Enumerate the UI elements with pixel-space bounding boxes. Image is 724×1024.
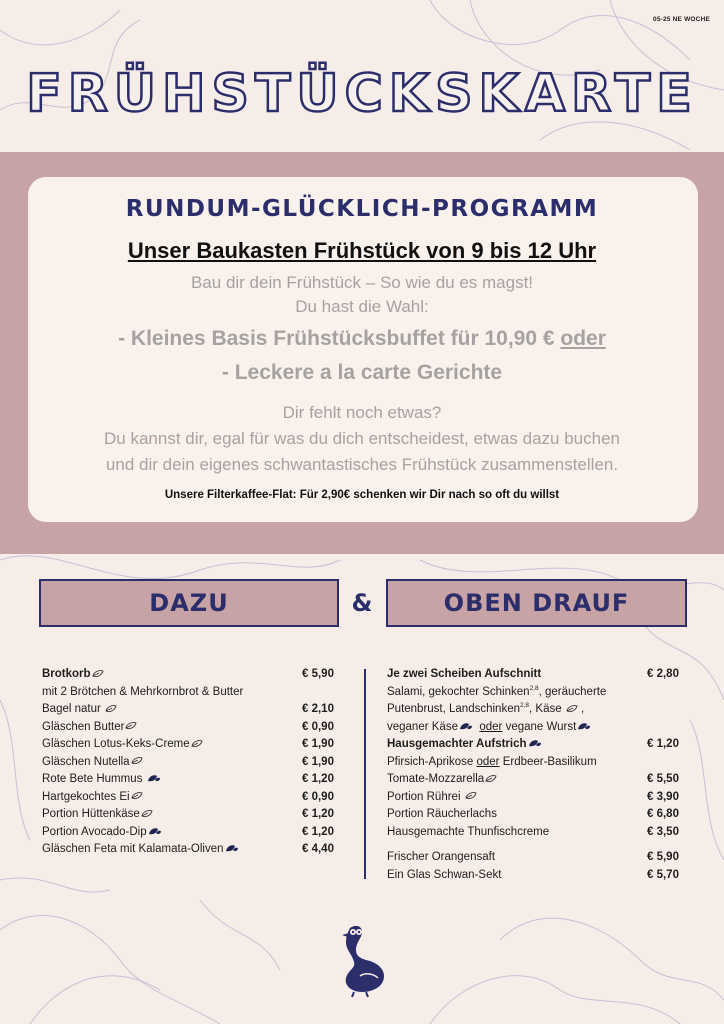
list-item bbox=[387, 684, 683, 702]
item-name: Bagel natur bbox=[42, 703, 105, 715]
item-desc: , Käse bbox=[529, 703, 565, 715]
item-name: Portion Räucherlachs bbox=[387, 808, 497, 820]
item-price: € 0,90 bbox=[302, 720, 334, 733]
item-name: Hausgemachter Aufstrich bbox=[387, 738, 527, 750]
leaf-outline-icon bbox=[105, 705, 117, 713]
item-price: € 1,90 bbox=[302, 755, 334, 768]
list-item bbox=[387, 867, 683, 885]
dazu-list bbox=[42, 666, 338, 859]
list-item bbox=[387, 666, 683, 684]
leaf-outline-icon bbox=[92, 670, 104, 678]
item-price: € 1,20 bbox=[302, 773, 334, 785]
item-price: € 3,90 bbox=[647, 790, 679, 803]
page-title: FRÜHSTÜCKSKARTE bbox=[26, 64, 698, 124]
item-desc: Pfirsich-Aprikose bbox=[387, 755, 477, 768]
item-desc: , bbox=[577, 703, 585, 715]
list-item bbox=[387, 849, 683, 867]
leaf-outline-icon bbox=[566, 705, 578, 713]
list-item bbox=[42, 701, 338, 719]
list-item bbox=[387, 736, 683, 754]
item-desc: mit 2 Brötchen & Mehrkornbrot & Butter bbox=[42, 685, 244, 698]
leaf-filled-icon bbox=[225, 844, 239, 853]
program-option-1 bbox=[0, 327, 724, 351]
program-line-2: Du hast die Wahl: bbox=[295, 297, 429, 316]
item-name: Hartgekochtes Ei bbox=[42, 790, 130, 803]
leaf-filled-icon bbox=[577, 722, 591, 731]
item-price: € 2,80 bbox=[647, 668, 679, 680]
list-item bbox=[387, 719, 683, 737]
ampersand: & bbox=[351, 589, 373, 617]
item-price: € 1,20 bbox=[302, 825, 334, 838]
item-name: Gläschen Butter bbox=[42, 720, 125, 733]
list-item bbox=[42, 719, 338, 737]
list-item bbox=[42, 736, 338, 754]
allergen-note: 2,8 bbox=[519, 702, 530, 710]
program-line-5: und dir dein eigenes schwantastisches Frühstück zusammenstellen. bbox=[105, 455, 619, 474]
list-item bbox=[387, 754, 683, 772]
item-name: Portion Rührei bbox=[387, 790, 464, 803]
swan-logo-icon bbox=[336, 922, 388, 998]
list-item bbox=[42, 789, 338, 807]
item-price: € 1,90 bbox=[302, 738, 334, 750]
item-price: € 5,90 bbox=[647, 851, 679, 863]
oben-drauf-list bbox=[387, 666, 683, 884]
item-name: Gläschen Nutella bbox=[42, 755, 130, 768]
item-name: Rote Bete Hummus bbox=[42, 773, 146, 785]
item-price: € 5,90 bbox=[302, 668, 334, 680]
item-desc: oder bbox=[476, 755, 500, 768]
spacer bbox=[387, 841, 683, 849]
leaf-outline-icon bbox=[485, 775, 497, 783]
header-oben-drauf: OBEN DRAUF bbox=[386, 579, 687, 627]
item-price: € 4,40 bbox=[302, 843, 334, 855]
allergen-note: 2,8 bbox=[529, 684, 539, 692]
list-item bbox=[42, 684, 338, 702]
leaf-outline-icon bbox=[131, 757, 143, 765]
list-item bbox=[387, 824, 683, 842]
item-name: Brotkorb bbox=[42, 668, 91, 680]
list-item bbox=[387, 701, 683, 719]
coffee-flat-note: Unsere Filterkaffee-Flat: Für 2,90€ schenken wir Dir nach so oft du willst bbox=[164, 489, 560, 501]
item-desc: Erdbeer-Basilikum bbox=[499, 755, 597, 768]
list-item bbox=[42, 824, 338, 842]
leaf-filled-icon bbox=[148, 827, 162, 836]
option-1-text: - Kleines Basis Frühstücksbuffet für 10,90 € bbox=[118, 327, 561, 350]
leaf-outline-icon bbox=[131, 792, 143, 800]
item-desc: Putenbrust, Landschinken bbox=[387, 703, 520, 715]
program-line-3: Dir fehlt noch etwas? bbox=[282, 403, 442, 422]
leaf-outline-icon bbox=[191, 740, 203, 748]
item-price: € 5,50 bbox=[647, 773, 679, 785]
program-subtitle: Unser Baukasten Frühstück von 9 bis 12 Uhr bbox=[127, 238, 597, 263]
item-name: Hausgemachte Thunfischcreme bbox=[387, 825, 550, 838]
item-price: € 0,90 bbox=[302, 790, 334, 803]
item-price: € 5,70 bbox=[647, 868, 679, 881]
leaf-filled-icon bbox=[528, 739, 542, 748]
list-item bbox=[42, 754, 338, 772]
list-item bbox=[42, 666, 338, 684]
item-name: Frischer Orangensaft bbox=[387, 851, 496, 863]
list-item bbox=[42, 771, 338, 789]
program-line-4: Du kannst dir, egal für was du dich entscheidest, etwas dazu buchen bbox=[104, 429, 620, 448]
item-price: € 2,10 bbox=[302, 703, 334, 715]
item-name: Gläschen Feta mit Kalamata-Oliven bbox=[42, 843, 224, 855]
item-desc: , geräucherte bbox=[538, 685, 607, 698]
column-divider bbox=[364, 669, 366, 879]
item-desc: Salami, gekochter Schinken bbox=[387, 685, 530, 698]
leaf-outline-icon bbox=[141, 810, 153, 818]
item-name: Ein Glas Schwan-Sekt bbox=[387, 868, 502, 881]
list-item bbox=[42, 841, 338, 859]
leaf-outline-icon bbox=[465, 792, 477, 800]
leaf-filled-icon bbox=[459, 722, 473, 731]
item-price: € 3,50 bbox=[647, 825, 679, 838]
item-name: Portion Avocado-Dip bbox=[42, 825, 147, 838]
program-line-1: Bau dir dein Frühstück – So wie du es magst! bbox=[190, 273, 534, 292]
list-item bbox=[387, 806, 683, 824]
option-1-or: oder bbox=[560, 327, 606, 350]
leaf-outline-icon bbox=[125, 722, 137, 730]
leaf-filled-icon bbox=[147, 774, 161, 783]
item-desc: vegane Wurst bbox=[502, 720, 577, 733]
item-name: Gläschen Lotus-Keks-Creme bbox=[42, 738, 190, 750]
item-desc: veganer Käse bbox=[387, 720, 458, 733]
item-name: Je zwei Scheiben Aufschnitt bbox=[387, 668, 542, 680]
item-price: € 6,80 bbox=[647, 808, 679, 820]
item-name: Portion Hüttenkäse bbox=[42, 808, 140, 820]
program-option-2: - Leckere a la carte Gerichte bbox=[221, 361, 503, 384]
program-title: RUNDUM-GLÜCKLICH-PROGRAMM bbox=[125, 196, 599, 222]
header-dazu: DAZU bbox=[39, 579, 339, 627]
item-price: € 1,20 bbox=[647, 738, 679, 750]
list-item bbox=[42, 806, 338, 824]
item-name: Tomate-Mozzarella bbox=[387, 773, 485, 785]
week-code: 05-25 NE WOCHE bbox=[653, 16, 710, 23]
item-price: € 1,20 bbox=[302, 808, 334, 820]
list-item bbox=[387, 789, 683, 807]
item-desc: oder bbox=[479, 720, 503, 733]
list-item bbox=[387, 771, 683, 789]
